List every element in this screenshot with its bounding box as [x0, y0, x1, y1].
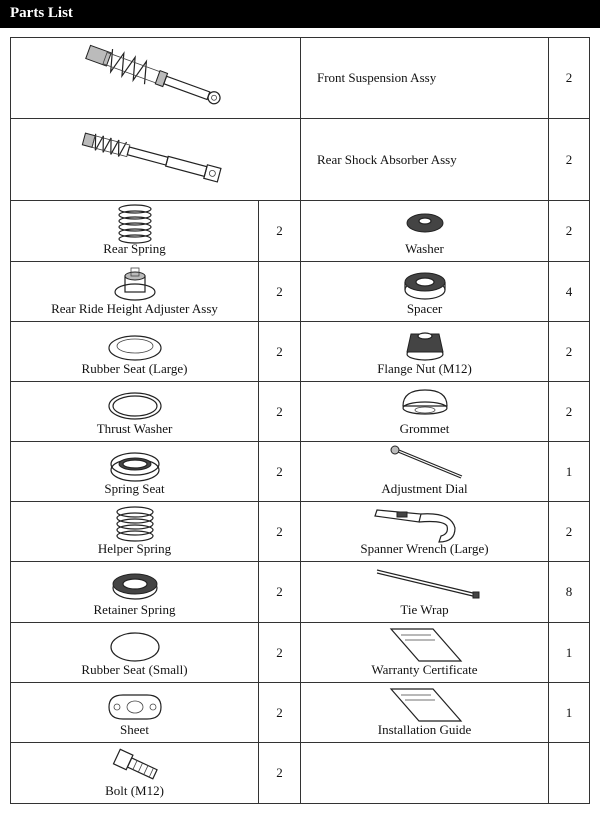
part-qty: 1: [565, 645, 573, 660]
part-name: Spanner Wrench (Large): [360, 541, 489, 556]
part-qty: 2: [565, 404, 573, 419]
spacer-icon: [301, 262, 549, 306]
sheet-icon: [11, 683, 259, 727]
part-name: Rubber Seat (Large): [81, 361, 188, 376]
part-cell: [11, 562, 259, 623]
part-name: Rear Spring: [103, 241, 166, 256]
part-qty-cell: [549, 623, 590, 683]
part-name: Washer: [405, 241, 444, 256]
part-qty: 2: [276, 223, 283, 238]
part-qty-cell: [259, 683, 301, 743]
parts-table: [10, 37, 590, 804]
adjustment-dial-icon: [301, 442, 549, 486]
grommet-icon: [301, 382, 549, 426]
part-qty: 2: [276, 645, 283, 660]
part-name: Helper Spring: [97, 541, 172, 556]
part-qty-cell: [259, 442, 301, 502]
washer-icon: [301, 201, 549, 245]
part-qty: 4: [565, 284, 573, 299]
part-name: Thrust Washer: [96, 421, 173, 436]
part-qty-cell: [259, 562, 301, 623]
empty-cell: [549, 743, 590, 804]
part-qty: 2: [565, 344, 573, 359]
part-name: Warranty Certificate: [371, 662, 478, 677]
part-qty-cell: [259, 201, 301, 262]
rubber-seat-large-icon: [11, 322, 259, 366]
part-cell: [11, 683, 259, 743]
assembly-name-cell: [301, 119, 549, 201]
ride-height-adjuster-icon: [11, 262, 259, 306]
part-cell: [301, 562, 549, 623]
part-cell: [11, 502, 259, 562]
part-qty: 2: [276, 344, 283, 359]
page-title: Parts List: [10, 5, 73, 21]
assembly-qty-cell: [549, 38, 590, 119]
part-name: Tie Wrap: [400, 602, 449, 617]
spring-seat-icon: [11, 442, 259, 486]
part-cell: [301, 502, 549, 562]
part-name: Retainer Spring: [93, 602, 176, 617]
rear-shock-icon: [11, 119, 301, 201]
part-qty: 2: [276, 284, 283, 299]
part-qty-cell: [549, 502, 590, 562]
part-qty-cell: [549, 322, 590, 382]
part-name: Installation Guide: [377, 722, 472, 737]
part-qty: 2: [565, 524, 573, 539]
part-name: Flange Nut (M12): [377, 361, 472, 376]
bolt-icon: [11, 743, 259, 787]
part-cell: [301, 683, 549, 743]
part-name: Adjustment Dial: [381, 481, 468, 496]
warranty-certificate-icon: [301, 623, 549, 667]
part-cell: [11, 743, 259, 804]
assembly-name-cell: [301, 38, 549, 119]
part-qty-cell: [549, 683, 590, 743]
assembly-qty-cell: [549, 119, 590, 201]
part-qty: 2: [276, 705, 283, 720]
part-name: Spacer: [406, 301, 443, 316]
assembly-name: Rear Shock Absorber Assy: [317, 152, 457, 167]
part-cell: [301, 382, 549, 442]
thrust-washer-icon: [11, 382, 259, 426]
parts-list-header: [0, 0, 600, 28]
part-qty-cell: [259, 322, 301, 382]
part-qty-cell: [259, 262, 301, 322]
part-cell: [301, 201, 549, 262]
part-qty: 8: [565, 584, 573, 599]
part-cell: [11, 382, 259, 442]
rear-spring-icon: [11, 201, 259, 245]
assembly-image-cell: [11, 38, 301, 119]
part-cell: [11, 322, 259, 382]
part-cell: [301, 322, 549, 382]
part-qty: 2: [276, 404, 283, 419]
part-qty-cell: [259, 502, 301, 562]
installation-guide-icon: [301, 683, 549, 727]
part-qty-cell: [549, 442, 590, 502]
part-cell: [11, 442, 259, 502]
part-name: Spring Seat: [104, 481, 165, 496]
part-qty-cell: [259, 743, 301, 804]
part-qty-cell: [549, 201, 590, 262]
part-cell: [301, 262, 549, 322]
rubber-seat-small-icon: [11, 623, 259, 667]
part-name: Bolt (M12): [105, 783, 164, 798]
part-cell: [11, 262, 259, 322]
empty-cell: [301, 743, 549, 804]
assembly-qty: 2: [565, 70, 573, 85]
spanner-wrench-icon: [301, 502, 549, 546]
part-qty: 2: [276, 524, 283, 539]
part-cell: [11, 623, 259, 683]
part-qty-cell: [259, 623, 301, 683]
assembly-image-cell: [11, 119, 301, 201]
retainer-spring-icon: [11, 562, 259, 606]
front-suspension-icon: [11, 38, 301, 119]
part-qty: 1: [565, 464, 573, 479]
part-qty-cell: [549, 562, 590, 623]
helper-spring-icon: [11, 502, 259, 546]
part-qty: 2: [276, 464, 283, 479]
assembly-name: Front Suspension Assy: [317, 70, 437, 85]
part-qty: 2: [565, 223, 573, 238]
part-name: Sheet: [120, 722, 149, 737]
part-cell: [11, 201, 259, 262]
part-name: Rear Ride Height Adjuster Assy: [51, 301, 218, 316]
flange-nut-icon: [301, 322, 549, 366]
part-cell: [301, 623, 549, 683]
assembly-qty: 2: [565, 152, 573, 167]
part-name: Rubber Seat (Small): [81, 662, 188, 677]
part-qty-cell: [549, 262, 590, 322]
part-cell: [301, 442, 549, 502]
part-name: Grommet: [399, 421, 450, 436]
part-qty: 2: [276, 584, 283, 599]
part-qty: 1: [565, 705, 573, 720]
tie-wrap-icon: [301, 562, 549, 606]
part-qty-cell: [259, 382, 301, 442]
part-qty-cell: [549, 382, 590, 442]
part-qty: 2: [276, 765, 283, 780]
